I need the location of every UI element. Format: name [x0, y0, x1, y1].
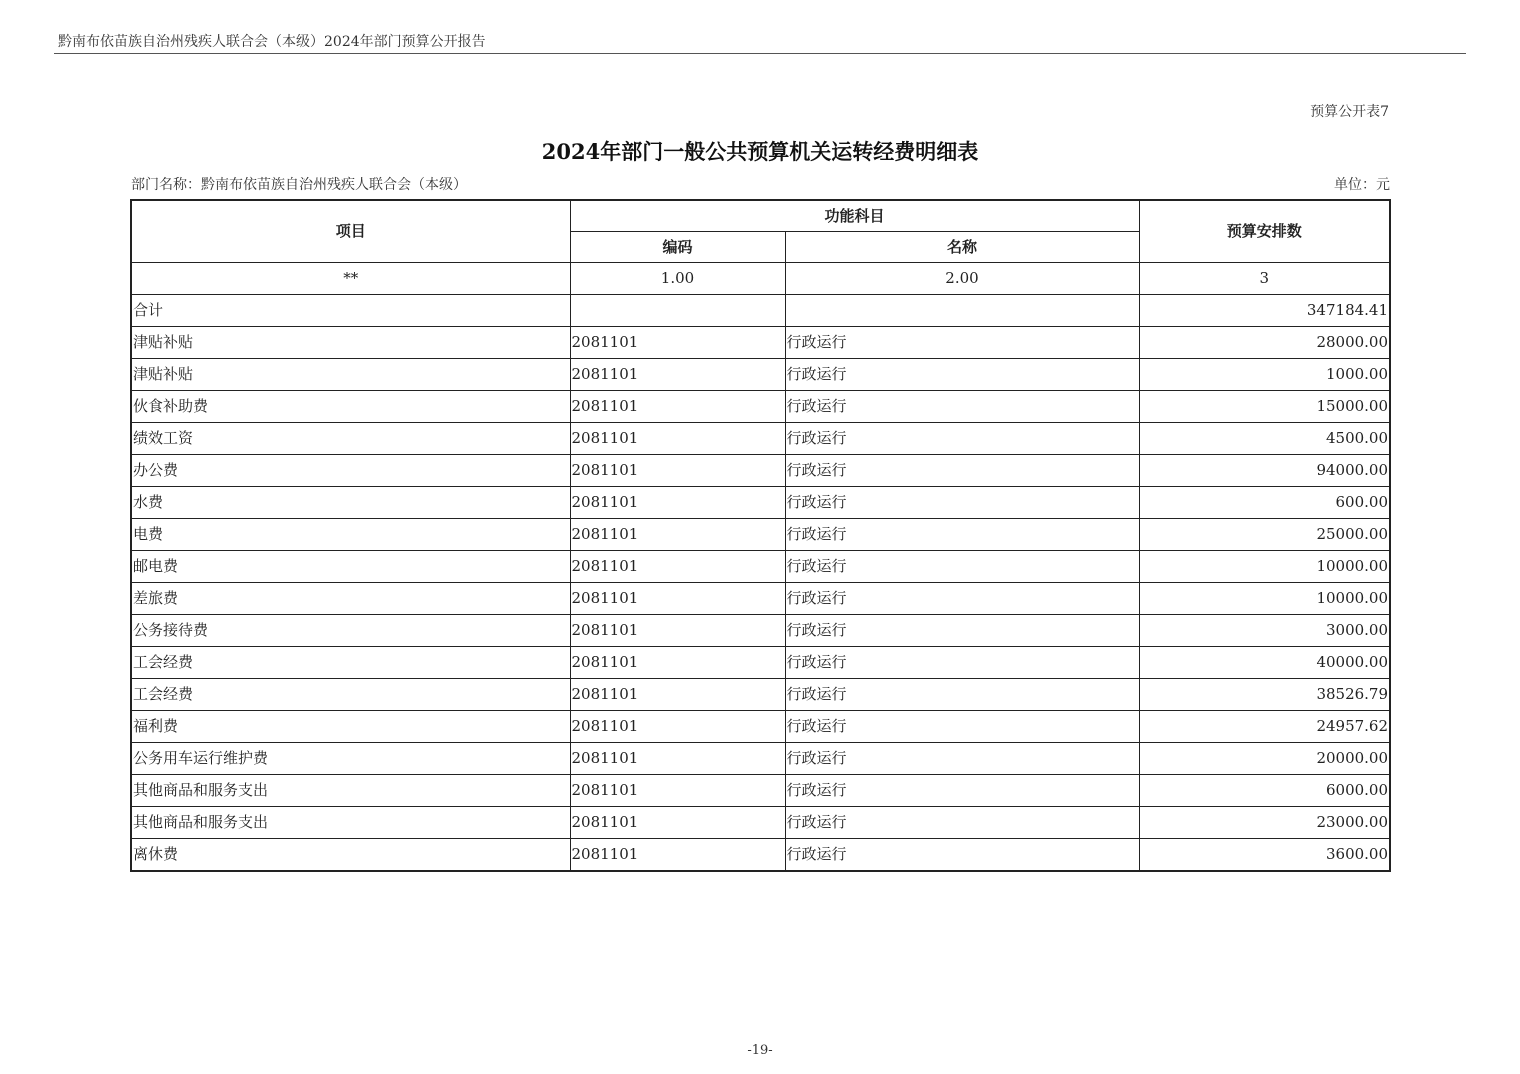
- cell-budget: 28000.00: [1139, 327, 1390, 359]
- cell-name: 行政运行: [785, 359, 1139, 391]
- cell-item: 其他商品和服务支出: [131, 775, 570, 807]
- cell-budget: 40000.00: [1139, 647, 1390, 679]
- cell-name: 行政运行: [785, 519, 1139, 551]
- cell-budget: 1000.00: [1139, 359, 1390, 391]
- running-header: 黔南布依苗族自治州残疾人联合会（本级）2024年部门预算公开报告: [58, 34, 486, 50]
- cell-code: 2081101: [570, 327, 785, 359]
- index-row: [131, 263, 1390, 295]
- index-cell-item: **: [131, 263, 570, 295]
- column-header-name: 名称: [785, 232, 1139, 263]
- table-row: [131, 743, 1390, 775]
- cell-budget: 20000.00: [1139, 743, 1390, 775]
- table-row: [131, 359, 1390, 391]
- cell-name: 行政运行: [785, 551, 1139, 583]
- column-header-budget: 预算安排数: [1139, 200, 1390, 263]
- cell-name: 行政运行: [785, 775, 1139, 807]
- cell-name: 行政运行: [785, 391, 1139, 423]
- table-row: [131, 775, 1390, 807]
- total-cell-name: [785, 295, 1139, 327]
- cell-budget: 3600.00: [1139, 839, 1390, 872]
- cell-item: 伙食补助费: [131, 391, 570, 423]
- table-row: [131, 455, 1390, 487]
- cell-item: 津贴补贴: [131, 327, 570, 359]
- table-row: [131, 423, 1390, 455]
- total-cell-item: 合计: [131, 295, 570, 327]
- table-row: [131, 807, 1390, 839]
- cell-budget: 38526.79: [1139, 679, 1390, 711]
- cell-code: 2081101: [570, 551, 785, 583]
- cell-code: 2081101: [570, 391, 785, 423]
- cell-item: 公务接待费: [131, 615, 570, 647]
- cell-code: 2081101: [570, 775, 785, 807]
- cell-name: 行政运行: [785, 423, 1139, 455]
- cell-budget: 4500.00: [1139, 423, 1390, 455]
- cell-budget: 10000.00: [1139, 551, 1390, 583]
- cell-code: 2081101: [570, 487, 785, 519]
- cell-item: 办公费: [131, 455, 570, 487]
- cell-name: 行政运行: [785, 679, 1139, 711]
- total-cell-code: [570, 295, 785, 327]
- cell-name: 行政运行: [785, 615, 1139, 647]
- cell-budget: 23000.00: [1139, 807, 1390, 839]
- cell-item: 工会经费: [131, 679, 570, 711]
- cell-budget: 25000.00: [1139, 519, 1390, 551]
- cell-code: 2081101: [570, 839, 785, 872]
- meta-row: [131, 174, 1390, 194]
- cell-code: 2081101: [570, 423, 785, 455]
- budget-table: [130, 199, 1391, 872]
- cell-code: 2081101: [570, 807, 785, 839]
- table-row: [131, 487, 1390, 519]
- cell-budget: 600.00: [1139, 487, 1390, 519]
- index-cell-code: 1.00: [570, 263, 785, 295]
- cell-code: 2081101: [570, 743, 785, 775]
- index-cell-budget: 3: [1139, 263, 1390, 295]
- cell-name: 行政运行: [785, 583, 1139, 615]
- cell-name: 行政运行: [785, 455, 1139, 487]
- cell-name: 行政运行: [785, 647, 1139, 679]
- cell-budget: 6000.00: [1139, 775, 1390, 807]
- cell-budget: 94000.00: [1139, 455, 1390, 487]
- table-row: [131, 391, 1390, 423]
- column-header-code: 编码: [570, 232, 785, 263]
- document-title: 2024年部门一般公共预算机关运转经费明细表: [541, 139, 979, 164]
- table-row: [131, 711, 1390, 743]
- cell-name: 行政运行: [785, 743, 1139, 775]
- cell-code: 2081101: [570, 615, 785, 647]
- cell-item: 离休费: [131, 839, 570, 872]
- cell-budget: 15000.00: [1139, 391, 1390, 423]
- cell-code: 2081101: [570, 711, 785, 743]
- total-row: [131, 295, 1390, 327]
- total-cell-budget: 347184.41: [1139, 295, 1390, 327]
- table-row: [131, 839, 1390, 872]
- cell-name: 行政运行: [785, 327, 1139, 359]
- department-name: 部门名称：黔南布依苗族自治州残疾人联合会（本级）: [131, 177, 467, 193]
- table-row: [131, 519, 1390, 551]
- cell-budget: 10000.00: [1139, 583, 1390, 615]
- cell-item: 工会经费: [131, 647, 570, 679]
- cell-name: 行政运行: [785, 711, 1139, 743]
- cell-item: 邮电费: [131, 551, 570, 583]
- cell-item: 津贴补贴: [131, 359, 570, 391]
- cell-item: 福利费: [131, 711, 570, 743]
- column-header-item: 项目: [131, 200, 570, 263]
- cell-item: 水费: [131, 487, 570, 519]
- cell-name: 行政运行: [785, 839, 1139, 872]
- table-label: 预算公开表7: [1310, 104, 1389, 120]
- table-row: [131, 679, 1390, 711]
- table-row: [131, 583, 1390, 615]
- cell-item: 绩效工资: [131, 423, 570, 455]
- cell-budget: 3000.00: [1139, 615, 1390, 647]
- cell-code: 2081101: [570, 647, 785, 679]
- column-header-function-subject: 功能科目: [570, 200, 1139, 232]
- cell-name: 行政运行: [785, 487, 1139, 519]
- table-body: [131, 263, 1390, 872]
- table-row: [131, 551, 1390, 583]
- cell-item: 差旅费: [131, 583, 570, 615]
- cell-code: 2081101: [570, 455, 785, 487]
- cell-code: 2081101: [570, 359, 785, 391]
- table-row: [131, 615, 1390, 647]
- unit-label: 单位：元: [1334, 177, 1390, 193]
- cell-item: 公务用车运行维护费: [131, 743, 570, 775]
- cell-code: 2081101: [570, 519, 785, 551]
- table-row: [131, 327, 1390, 359]
- index-cell-name: 2.00: [785, 263, 1139, 295]
- cell-item: 电费: [131, 519, 570, 551]
- page-number: -19-: [747, 1043, 773, 1058]
- header-divider: [54, 53, 1466, 54]
- cell-budget: 24957.62: [1139, 711, 1390, 743]
- table-row: [131, 647, 1390, 679]
- cell-code: 2081101: [570, 583, 785, 615]
- cell-item: 其他商品和服务支出: [131, 807, 570, 839]
- cell-code: 2081101: [570, 679, 785, 711]
- cell-name: 行政运行: [785, 807, 1139, 839]
